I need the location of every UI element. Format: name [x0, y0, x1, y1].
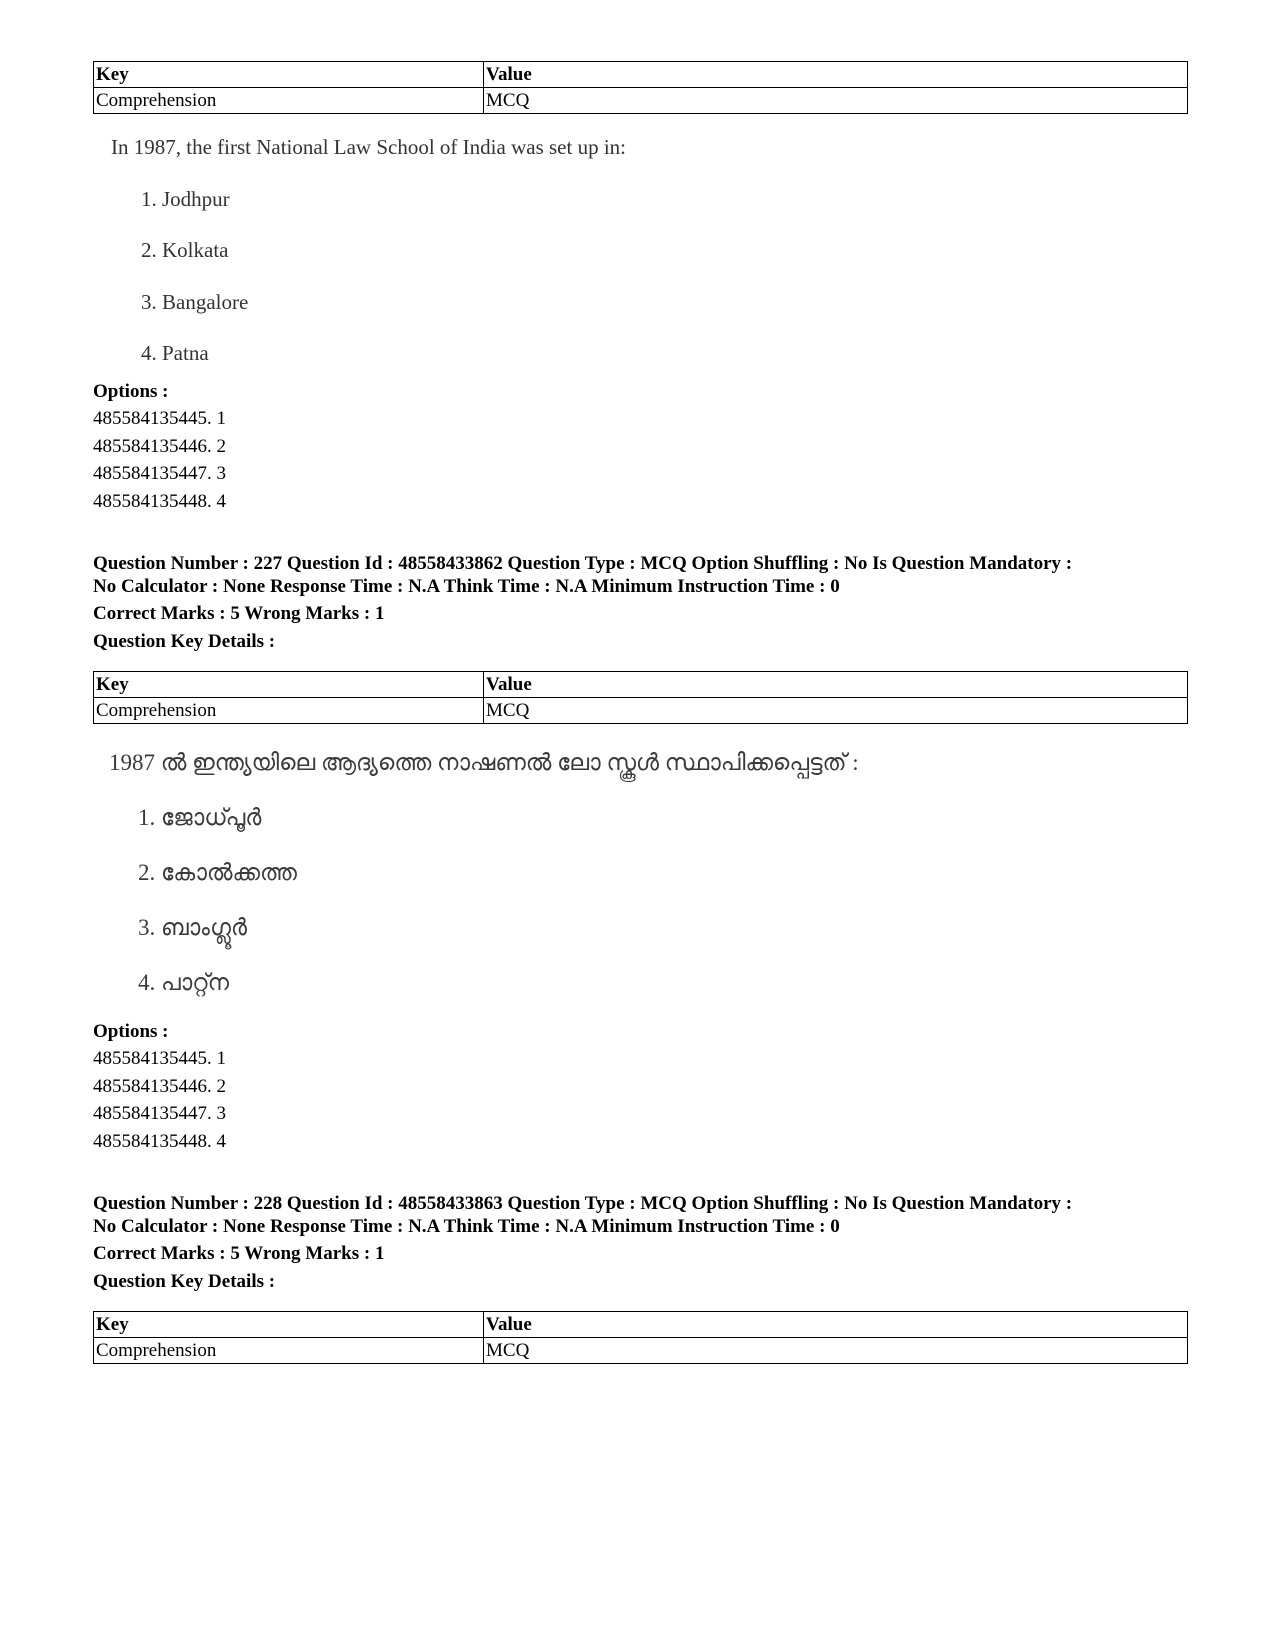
options-label: Options : [93, 1021, 169, 1042]
value-header: Value [484, 672, 1188, 698]
question-key-table [93, 1311, 1188, 1364]
question-option: 4. Patna [141, 341, 209, 365]
key-header: Key [94, 672, 484, 698]
value-cell: MCQ [484, 88, 1188, 114]
options-label: Options : [93, 381, 169, 402]
question-meta-line: Question Number : 228 Question Id : 48558433863 Question Type : MCQ Option Shuffling : No Is Question Mandatory : [93, 1193, 1073, 1214]
marks-line: Correct Marks : 5 Wrong Marks : 1 [93, 603, 385, 624]
option-id: 485584135447. 3 [93, 1103, 226, 1124]
question-text: In 1987, the first National Law School of India was set up in: [111, 135, 626, 159]
key-header: Key [94, 62, 484, 88]
key-cell: Comprehension [94, 1338, 484, 1364]
question-key-table [93, 61, 1188, 114]
value-cell: MCQ [484, 1338, 1188, 1364]
question-option: 4. പാറ്റ്ന [138, 970, 229, 995]
question-meta-line: Question Number : 227 Question Id : 48558433862 Question Type : MCQ Option Shuffling : No Is Question Mandatory : [93, 553, 1073, 574]
key-header: Key [94, 1312, 484, 1338]
question-option: 3. Bangalore [141, 290, 249, 314]
option-id: 485584135448. 4 [93, 491, 226, 512]
key-cell: Comprehension [94, 88, 484, 114]
question-meta-line: No Calculator : None Response Time : N.A Think Time : N.A Minimum Instruction Time : 0 [93, 576, 840, 597]
marks-line: Correct Marks : 5 Wrong Marks : 1 [93, 1243, 385, 1264]
value-cell: MCQ [484, 698, 1188, 724]
question-meta-line: No Calculator : None Response Time : N.A Think Time : N.A Minimum Instruction Time : 0 [93, 1216, 840, 1237]
question-option: 2. കോൽക്കത്ത [138, 860, 297, 885]
option-id: 485584135445. 1 [93, 1048, 226, 1069]
key-details-label: Question Key Details : [93, 1271, 276, 1292]
question-option: 1. Jodhpur [141, 187, 230, 211]
option-id: 485584135446. 2 [93, 1076, 226, 1097]
question-option: 3. ബാംഗ്ലൂർ [138, 915, 247, 940]
option-id: 485584135447. 3 [93, 463, 226, 484]
question-option: 2. Kolkata [141, 238, 229, 262]
value-header: Value [484, 62, 1188, 88]
option-id: 485584135448. 4 [93, 1131, 226, 1152]
value-header: Value [484, 1312, 1188, 1338]
question-option: 1. ജോധ്പൂർ [138, 805, 262, 830]
key-cell: Comprehension [94, 698, 484, 724]
question-key-table [93, 671, 1188, 724]
option-id: 485584135445. 1 [93, 408, 226, 429]
question-text: 1987 ൽ ഇന്ത്യയിലെ ആദ്യത്തെ നാഷണൽ ലോ സ്കൂൾ സ്ഥാപിക്കപ്പെട്ടത് : [109, 750, 859, 775]
option-id: 485584135446. 2 [93, 436, 226, 457]
key-details-label: Question Key Details : [93, 631, 276, 652]
